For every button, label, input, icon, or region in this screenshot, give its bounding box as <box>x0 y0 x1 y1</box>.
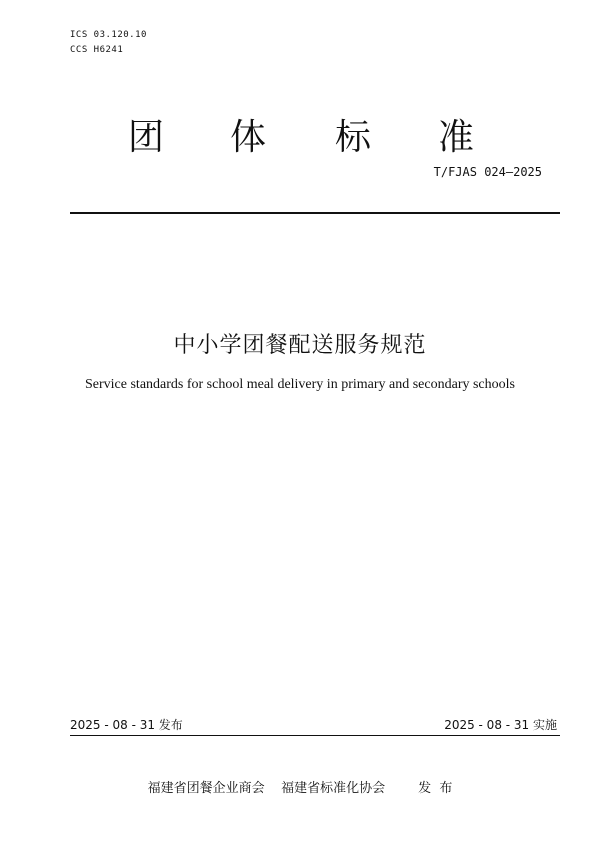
group-standard-title-char: 标 <box>335 117 372 158</box>
group-standard-title-char: 团 <box>128 117 165 158</box>
header-divider <box>70 212 560 214</box>
ccs-code: CCS H6241 <box>70 45 124 55</box>
ics-code: ICS 03.120.10 <box>70 30 147 40</box>
footer-divider <box>70 735 560 736</box>
document-title-english: Service standards for school meal delivery in primary and secondary schools <box>85 377 515 392</box>
document-title-chinese: 中小学团餐配送服务规范 <box>173 333 427 358</box>
implement-date: 2025 - 08 - 31 实施 <box>444 718 557 732</box>
publish-date: 2025 - 08 - 31 发布 <box>70 718 183 732</box>
group-standard-title-char: 准 <box>438 117 475 158</box>
standard-number: T/FJAS 024—2025 <box>433 165 542 179</box>
group-standard-title-char: 体 <box>230 117 267 158</box>
publishers-line: 福建省团餐企业商会 福建省标准化协会 发 布 <box>147 781 453 796</box>
